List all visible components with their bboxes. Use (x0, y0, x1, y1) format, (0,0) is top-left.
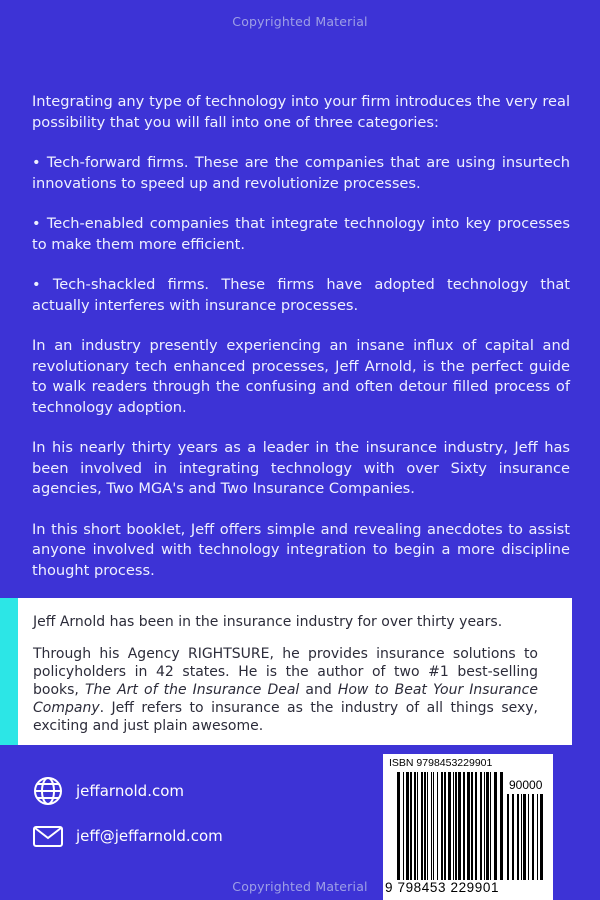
bio-details-text: Through his Agency RIGHTSURE, he provides insurance solutions to policyholders in 42 states. He is the author of two #1 best-selling books, (33, 646, 538, 698)
bio-details (33, 645, 538, 735)
bio-intro-text: has been in the insurance industry for over thirty years. (105, 614, 503, 630)
author-bio-box (0, 598, 572, 745)
barcode-bar (455, 772, 457, 880)
author-name: Jeff Arnold (33, 614, 106, 630)
barcode-bar (486, 772, 489, 880)
barcode-bar (528, 794, 529, 880)
barcode-bar (467, 772, 470, 880)
barcode-bar (463, 772, 465, 880)
blurb-paragraph: Integrating any type of technology into your firm introduces the very real possibility that you will fall into one of three categories: (32, 93, 570, 131)
barcode-digits: 9 798453 229901 (385, 880, 500, 895)
barcode-bar (523, 794, 526, 880)
barcode-bar (490, 772, 491, 880)
watermark-top: Copyrighted Material (232, 14, 368, 29)
barcode-bar (517, 794, 519, 880)
bio-details-end: . Jeff refers to insurance as the industry of all things sexy, exciting and just plain awesome. (33, 700, 538, 734)
email-contact[interactable] (32, 820, 223, 852)
blurb-bullet: • Tech-enabled companies that integrate technology into key processes to make them more efficient. (32, 215, 570, 253)
barcode-bar (494, 772, 497, 880)
addon-barcode (507, 794, 549, 882)
barcode-bar (444, 772, 446, 880)
barcode-bar (441, 772, 443, 880)
barcode-bar (475, 772, 477, 880)
bio-intro (33, 613, 538, 631)
barcode-bar (507, 794, 509, 880)
website-contact[interactable] (32, 775, 184, 807)
barcode-bar (537, 794, 538, 880)
barcode-bar (540, 794, 543, 880)
ean-barcode (397, 772, 507, 882)
barcode-bar (458, 772, 461, 880)
barcode-bar (427, 772, 428, 880)
isbn-label: ISBN 9798453229901 (389, 757, 493, 769)
website-link[interactable]: jeffarnold.com (76, 782, 185, 800)
blurb-bullet: • Tech-shackled firms. These firms have adopted technology that actually interferes with insurance processes. (32, 276, 570, 314)
blurb-paragraph: In an industry presently experiencing an insane influx of capital and revolutionary tech enhanced processes, Jeff Arnold, is the perfect guide to walk readers through the confusing and often detour filled process of technology adoption. (32, 337, 570, 416)
barcode-bar (403, 772, 404, 880)
book-title: The Art of the Insurance Deal (84, 682, 300, 698)
barcode-bar (397, 772, 400, 880)
email-link[interactable]: jeff@jeffarnold.com (76, 827, 223, 845)
barcode-bar (448, 772, 451, 880)
barcode-bar (437, 772, 438, 880)
barcode-bar (406, 772, 409, 880)
barcode-bar (424, 772, 426, 880)
bio-conjunction: and (299, 682, 338, 698)
back-cover-blurb (32, 92, 570, 601)
accent-bar (0, 598, 18, 745)
barcode-bar (480, 772, 482, 880)
blurb-paragraph: In his nearly thirty years as a leader in the insurance industry, Jeff has been involved in integrating technology with over Sixty insurance agencies, Two MGA's and Two Insurance Companies. (32, 439, 570, 497)
book-title: How to Beat Your Insurance Company (33, 682, 538, 716)
barcode-bar (414, 772, 416, 880)
barcode-bar (421, 772, 423, 880)
blurb-paragraph: In this short booklet, Jeff offers simple and revealing anecdotes to assist anyone involved with technology integration to begin a more discipline thought process. (32, 520, 570, 579)
barcode-bar (453, 772, 454, 880)
author-bio (33, 613, 538, 749)
barcode-bar (433, 772, 434, 880)
barcode-bar (417, 772, 418, 880)
barcode-bar (500, 772, 503, 880)
barcode-bar (532, 794, 534, 880)
watermark-bottom: Copyrighted Material (232, 879, 368, 894)
blurb-bullet: • Tech-forward firms. These are the companies that are using insurtech innovations to speed up and revolutionize processes. (32, 154, 570, 192)
barcode-bar (484, 772, 485, 880)
barcode-bar (410, 772, 412, 880)
barcode-bar (512, 794, 514, 880)
barcode-bar (431, 772, 432, 880)
envelope-icon (32, 820, 64, 852)
barcode-bar (521, 794, 522, 880)
price-code: 90000 (509, 778, 543, 792)
barcode-bar (471, 772, 473, 880)
globe-icon (32, 775, 64, 807)
